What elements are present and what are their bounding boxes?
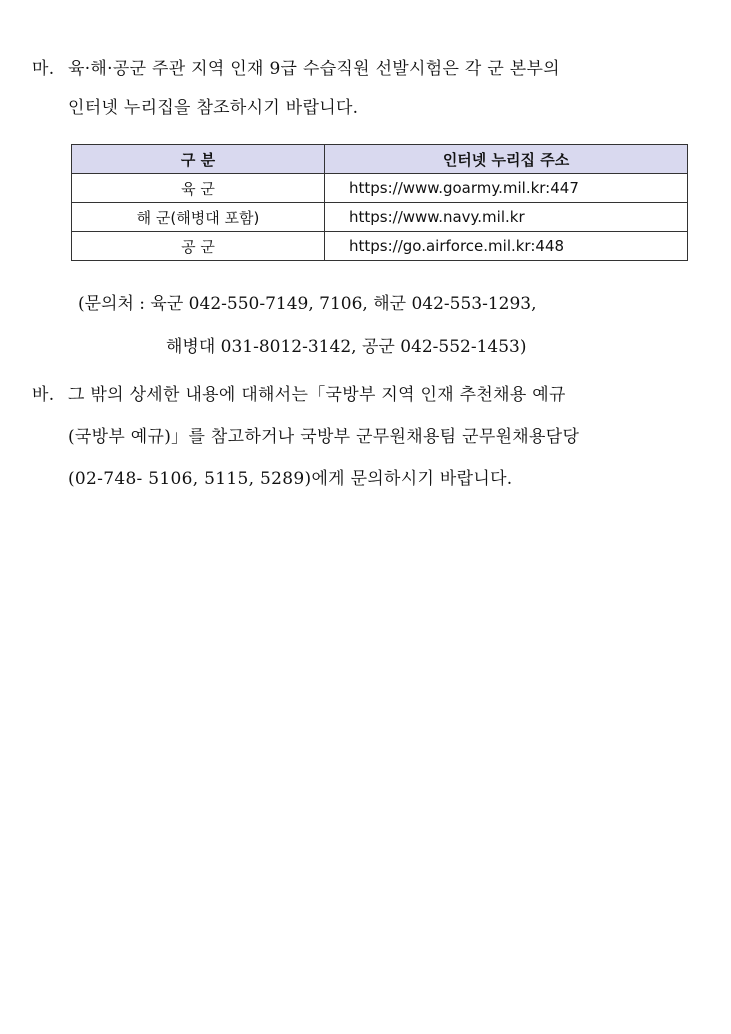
url-cell: https://go.airforce.mil.kr:448 [325, 232, 688, 261]
url-cell: https://www.goarmy.mil.kr:447 [325, 174, 688, 203]
branch-cell: 육 군 [72, 174, 325, 203]
section-ba-marker: 바. [32, 385, 55, 405]
contact-line-2: 해병대 031-8012-3142, 공군 042-552-1453) [166, 337, 527, 357]
section-ma-line-1 [32, 57, 560, 81]
website-table [71, 144, 688, 261]
section-ba-line-1 [32, 383, 566, 407]
header-branch: 구 분 [72, 145, 325, 174]
header-website: 인터넷 누리집 주소 [325, 145, 688, 174]
table-row [72, 232, 688, 261]
table-row [72, 174, 688, 203]
section-ba-line-2: (국방부 예규)」를 참고하거나 국방부 군무원채용팀 군무원채용담당 [68, 427, 580, 447]
contact-line-1: (문의처 : 육군 042-550-7149, 7106, 해군 042-553-1293, [78, 294, 537, 314]
section-ba-text-1: 그 밖의 상세한 내용에 대해서는「국방부 지역 인재 추천채용 예규 [68, 385, 566, 405]
section-ba-line-3: (02-748- 5106, 5115, 5289)에게 문의하시기 바랍니다. [68, 469, 513, 489]
section-ma-line-2: 인터넷 누리집을 참조하시기 바랍니다. [68, 98, 359, 118]
table-row [72, 203, 688, 232]
url-cell: https://www.navy.mil.kr [325, 203, 688, 232]
table-header-row [72, 145, 688, 174]
section-ma-text-1: 육·해·공군 주관 지역 인재 9급 수습직원 선발시험은 각 군 본부의 [68, 59, 560, 79]
section-ma-marker: 마. [32, 59, 55, 79]
branch-cell: 해 군(해병대 포함) [72, 203, 325, 232]
branch-cell: 공 군 [72, 232, 325, 261]
